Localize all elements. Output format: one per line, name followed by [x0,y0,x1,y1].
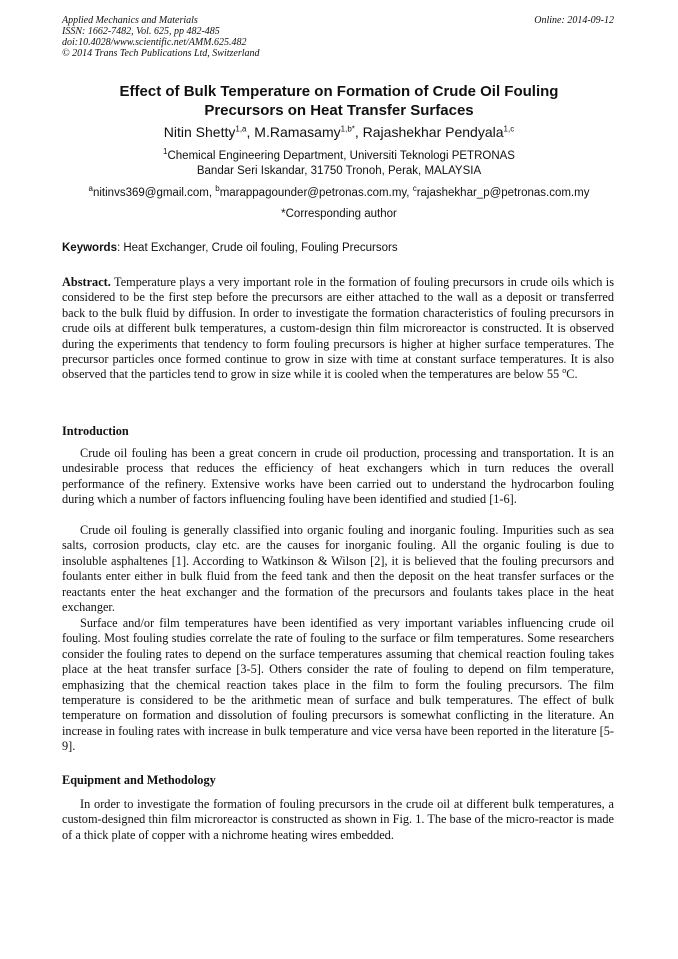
title-line-2: Precursors on Heat Transfer Surfaces [204,102,474,119]
email-mark: b [215,184,220,194]
affiliation [60,149,618,179]
affiliation-line-2: Bandar Seri Iskandar, 31750 Tronoh, Perak, MALAYSIA [196,165,482,177]
abstract-label: Abstract. [62,275,111,289]
author-list [60,123,618,141]
abstract [62,275,614,383]
title-line-1: Effect of Bulk Temperature on Formation of Crude Oil Fouling [119,83,559,100]
author-affiliation-mark: 1,a [235,124,247,134]
journal-header [62,15,260,59]
journal-name: Applied Mechanics and Materials [62,15,198,26]
email-address: nitinvs369@gmail.com, [92,187,216,199]
corresponding-author-note: *Corresponding author [281,208,397,220]
journal-doi: doi:10.4028/www.scientific.net/AMM.625.482 [62,37,247,48]
introduction-paragraph-3: Surface and/or film temperatures have been identified as very important variables influencing crude oil fouling. Most fouling studies correlate the rate of fouling to the surface or film temperatures. Some researchers consider the fouling rates to depend on the surface temperatures assuming that chemical reaction fouling takes place at the heat transfer surface [3-5]. Others consider the rate of fouling to depend on film temperature, emphasizing that the chemical reaction takes place in the film to form the fouling precursors. The film temperature is considered to be the arithmetic mean of surface and bulk temperatures. The effect of bulk temperature on formation and dissolution of fouling precursors is somewhat conflicting in the literature. An increase in fouling rates with increase in bulk temperature and vice versa have been reported in the literature [5-9]. [62,616,614,754]
methodology-heading: Equipment and Methodology [62,773,216,787]
author-name: Nitin Shetty [163,124,236,140]
author-affiliation-mark: 1,c [503,124,515,134]
degree-sign: o [562,366,567,376]
author-separator: , [354,124,363,140]
introduction-paragraph-2: Crude oil fouling is generally classified into organic fouling and inorganic fouling. Impurities such as sea salts, corrosion products, clay etc. are the causes for inorganic fouling. All the organic fouling is due to insoluble asphaltenes [1]. According to Watkinson & Wilson [2], it is believed that the fouling precursors and foulants enter either in bulk fluid from the feed tank and then the deposit on the heat transfer surfaces or the reactants enter the heat exchanger and the formation of the precursors and foulants takes place in the heat exchanger. [62,523,614,615]
affiliation-mark: 1 [163,147,168,157]
introduction-paragraph-1: Crude oil fouling has been a great concern in crude oil production, processing and transportation. It is an undesirable process that reduces the efficiency of heat exchangers which in turn reduces the overall performance of the refinery. Extensive works have been carried out to understand the hydrocarbon fouling during which a number of factors influencing fouling have been identified and studied [1-6]. [62,446,614,507]
abstract-unit: C. [566,367,578,382]
keywords [62,241,618,256]
online-date: Online: 2014-09-12 [534,15,614,26]
author-separator: , [246,124,255,140]
journal-issn: ISSN: 1662-7482, Vol. 625, pp 482-485 [62,26,220,37]
author-affiliation-mark: 1,b* [340,124,355,134]
introduction-heading: Introduction [62,424,129,438]
methodology-paragraph-1: In order to investigate the formation of fouling precursors in the crude oil at different bulk temperatures, a custom-designed thin film microreactor is constructed as shown in Fig. 1. The base of the micro-reactor is made of a thick plate of copper with a nichrome heating wires embedded. [62,797,614,842]
keywords-text: : Heat Exchanger, Crude oil fouling, Fouling Precursors [116,242,398,254]
email-mark: a [88,184,93,194]
affiliation-line-1: $^1$Chemical Engineering Department, Universiti Teknologi PETRONAS [163,147,515,162]
paper-title [60,82,618,120]
email-address: marappagounder@petronas.com.my, [219,187,413,199]
keywords-label: Keywords [62,242,117,254]
author-name: M.Ramasamy [254,124,341,140]
abstract-text: Temperature plays a very important role in the formation of fouling precursors in crude oils which is considered to be the first step before the precursors are either attached to the wall as a deposit or transferred back to the bulk fluid by diffusion. In order to investigate the formation characteristics of fouling precursors in crude oils at different bulk temperatures, a custom-design thin film microreactor is constructed. It is observed during the experiments that tendency to form fouling precursors is higher at higher surface temperatures. The precursor particles once formed continue to grow in size with time at constant surface temperatures. It is also observed that the particles tend to grow in size while it is cooled when the temperatures are below 55 [62,275,614,382]
author-emails [60,186,618,201]
author-name: Rajashekhar Pendyala [362,124,504,140]
journal-copyright: © 2014 Trans Tech Publications Ltd, Switzerland [62,48,260,59]
email-mark: c [412,184,417,194]
email-address: rajashekhar_p@petronas.com.my [416,187,590,199]
